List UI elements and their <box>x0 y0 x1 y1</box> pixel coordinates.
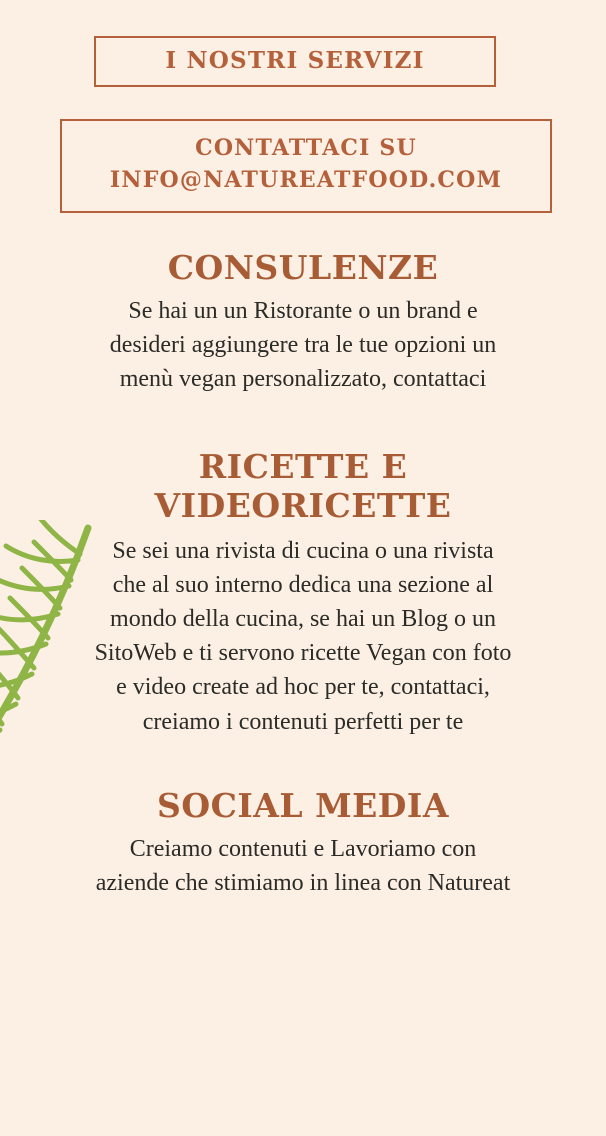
services-heading-label: I NOSTRI SERVIZI <box>165 47 425 74</box>
contact-box <box>60 119 552 213</box>
section-consulenze <box>0 249 606 396</box>
services-heading-box <box>94 36 496 87</box>
section-consulenze-body: Se hai un un Ristorante o un brand e desideri aggiungere tra le tue opzioni un menù vegan personalizzato, contattaci <box>109 298 497 393</box>
section-social-body: Creiamo contenuti e Lavoriamo con aziende che stimiamo in linea con Natureat <box>95 835 511 896</box>
contact-label: CONTATTACI SU <box>195 135 417 162</box>
section-consulenze-title: CONSULENZE <box>167 248 439 288</box>
contact-email[interactable]: INFO@NATUREATFOOD.COM <box>109 167 503 194</box>
section-social <box>0 787 606 900</box>
poster-content <box>0 36 606 900</box>
section-ricette <box>0 448 606 738</box>
section-social-title: SOCIAL MEDIA <box>157 785 449 825</box>
section-ricette-title: RICETTE E VIDEORICETTE <box>154 447 452 526</box>
section-ricette-body: Se sei una rivista di cucina o una rivista che al suo interno dedica una sezione al mondo della cucina, se hai un Blog o un SitoWeb e ti servono ricette Vegan con foto e video create ad hoc per te, contattaci, creiamo i contenuti perfetti per te <box>94 538 512 735</box>
